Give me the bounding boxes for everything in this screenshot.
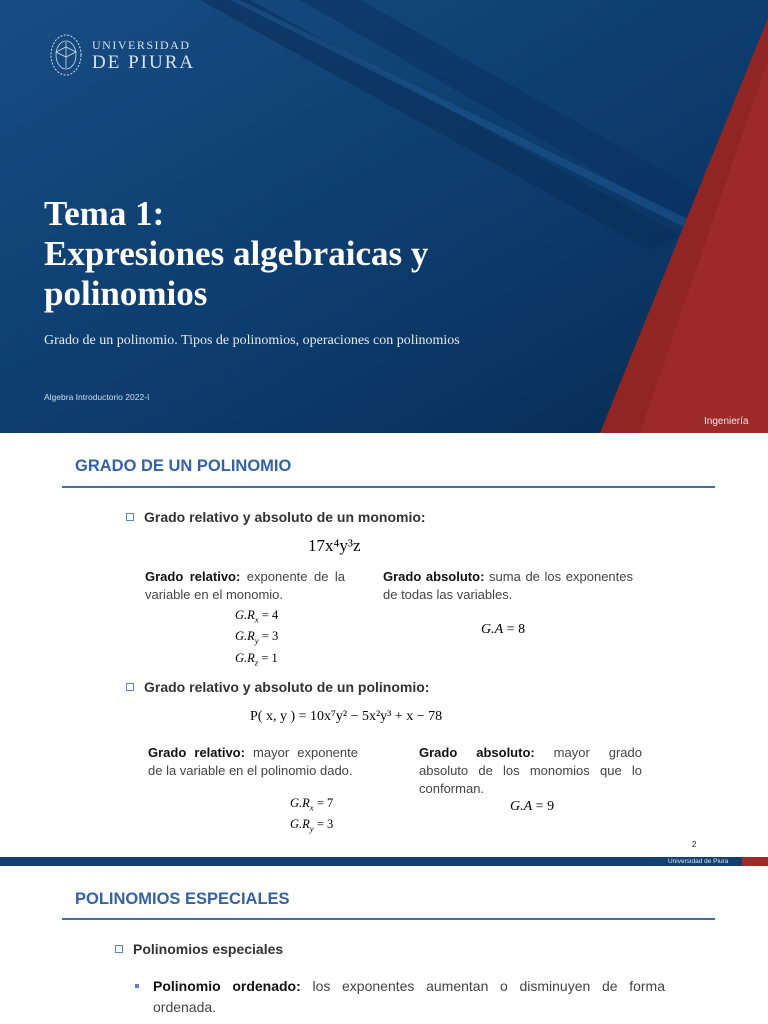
- square-bullet-icon: [115, 945, 123, 953]
- content-slide-grado: [0, 433, 768, 866]
- footer-accent: [742, 857, 768, 866]
- title-line-2: Expresiones algebraicas y: [44, 234, 429, 273]
- relativo-text: exponente de la variable en el monomio.: [145, 569, 346, 602]
- bullet-monomio: [126, 509, 426, 525]
- course-label: Algebra Introductorio 2022-I: [44, 392, 150, 402]
- content-slide-especiales: [0, 866, 768, 1024]
- gry-monomio: $G.R_y = 3$: [235, 629, 279, 646]
- ga-monomio: G.A = 8: [481, 622, 526, 637]
- polinomio-absoluto: [419, 744, 642, 798]
- absoluto-label: Grado absoluto:: [383, 569, 485, 584]
- page-number: 2: [692, 840, 697, 849]
- relativo-label: Grado relativo:: [148, 745, 245, 760]
- slide-subtitle: Grado de un polinomio. Tipos de polinomios, operaciones con polinomios: [44, 333, 460, 348]
- monomio-relativo: [145, 568, 345, 604]
- monomio-expression: 17x⁴y³z: [308, 536, 361, 555]
- section-title: GRADO DE UN POLINOMIO: [75, 457, 292, 475]
- university-seal-icon: [48, 30, 84, 80]
- relativo-text: mayor exponente de la variable en el polinomio dado.: [148, 745, 358, 778]
- grx-monomio: $G.R_x = 4$: [235, 608, 279, 625]
- bullet-polinomio-text: Grado relativo y absoluto de un polinomio:: [144, 679, 430, 695]
- grz-monomio: $G.R_z = 1$: [235, 651, 278, 668]
- university-logo: [48, 30, 195, 80]
- small-bullet-icon: [135, 984, 139, 988]
- relativo-label: Grado relativo:: [145, 569, 241, 584]
- square-bullet-icon: [126, 683, 134, 691]
- faculty-tag: Ingeniería: [680, 410, 768, 433]
- ordenado-text: los exponentes aumentan o disminuyen de forma ordenada.: [153, 978, 665, 1015]
- ga-polinomio: G.A = 9: [510, 799, 555, 814]
- slide-title: [44, 194, 644, 314]
- title-divider: [62, 918, 715, 920]
- bullet-monomio-text: Grado relativo y absoluto de un monomio:: [144, 509, 426, 525]
- bullet-especiales-text: Polinomios especiales: [133, 941, 284, 957]
- monomio-absoluto: [383, 568, 633, 604]
- grx-polinomio: $G.R_x = 7$: [290, 796, 334, 813]
- bullet-especiales: [115, 941, 283, 957]
- gry-polinomio: $G.R_y = 3$: [290, 817, 334, 834]
- logo-line-1: UNIVERSIDAD: [92, 37, 191, 52]
- bullet-polinomio: [126, 679, 429, 695]
- polinomio-expression: P( x, y ) = 10x⁷y² − 5x²y³ + x − 78: [250, 709, 443, 724]
- title-divider: [62, 486, 715, 488]
- polinomio-relativo: [148, 744, 358, 780]
- logo-line-2: DE PIURA: [92, 51, 196, 73]
- title-line-1: Tema 1:: [44, 194, 165, 233]
- section-title: POLINOMIOS ESPECIALES: [75, 890, 290, 908]
- title-slide: [0, 0, 768, 433]
- footer-text: Universidad de Piura: [668, 858, 729, 865]
- square-bullet-icon: [126, 513, 134, 521]
- absoluto-label: Grado absoluto:: [419, 745, 535, 760]
- list-item-ordenado: [135, 976, 665, 1018]
- ordenado-label: Polinomio ordenado:: [153, 978, 301, 994]
- title-line-3: polinomios: [44, 274, 208, 313]
- absoluto-text: mayor grado absoluto de los monomios que lo conforman.: [419, 745, 643, 796]
- absoluto-text: suma de los exponentes de todas las variables.: [383, 569, 633, 602]
- footer-bar: [0, 857, 768, 866]
